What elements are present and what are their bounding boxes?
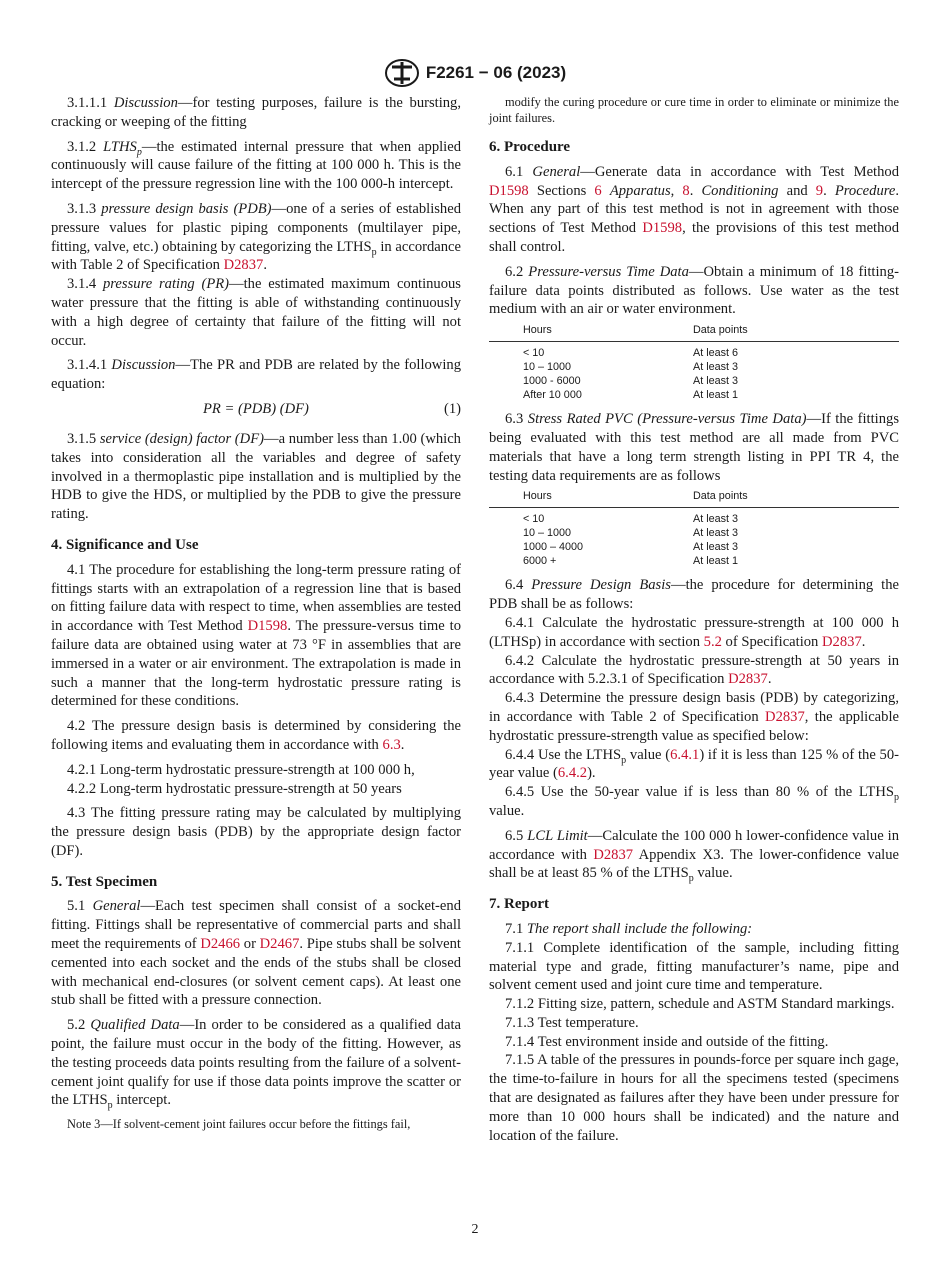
left-column [51,94,461,1138]
note-3: Note 3—If solvent-cement joint failures occur before the fittings fail, [67,1117,411,1132]
link-6-4-2[interactable]: 6.4.2 [557,765,588,782]
para-6-4-2: 6.4.2 Calculate the hydrostatic pressure-strength at 50 years in accordance with 5.2.3.1 of Specification D2837. [489,652,899,688]
para-5-2: 5.2 Qualified Data—In order to be considered as a qualified data point, the failure must occur in the body of the fitting. However, as the testing proceeds data points resulting from the failure of a solvent-cement joint qualify for use if those data points improve the scatter or the $LTHS_p$ intercept. [51,1017,461,1112]
link-d1598[interactable]: D1598 [489,182,529,199]
para-7-1-3: 7.1.3 Test temperature. [505,1014,639,1031]
equation-expression: PR = (PDB) (DF) [203,400,309,417]
table-row [489,508,899,527]
link-d2837[interactable]: D2837 [822,633,862,650]
link-d1598[interactable]: D1598 [247,618,288,635]
table-cell: At least 1 [693,555,739,568]
table-cell: < 10 [523,347,545,360]
table-cell: 10 – 1000 [523,527,572,540]
data-points-table-2 [489,487,899,568]
link-d1598[interactable]: D1598 [642,220,683,237]
right-column [489,94,899,1145]
table-cell: At least 3 [693,527,739,540]
table-row [489,342,899,361]
column-header: Data points [693,321,899,342]
note-3-continued: modify the curing procedure or cure time in order to eliminate or minimize the joint failures. [489,95,899,125]
table-row [489,374,899,388]
para-6-4-4: 6.4.4 Use the $LTHS_p$ value (6.4.1) if it is less than 125 % of the 50-year value (6.4.2). [489,746,900,782]
link-5-2[interactable]: 5.2 [703,633,722,650]
table-row [489,526,899,540]
para-7-1-5: 7.1.5 A table of the pressures in pounds-force per square inch gage, the time-to-failure in hours for all the specimens tested (specimens that are designated as failures after they have been under pressure for more than 10 000 hours shall be indicated) and the nature and location of the failure. [489,1052,899,1144]
page-header [0,58,950,88]
column-header: Hours [489,321,693,342]
table-cell: After 10 000 [523,389,582,402]
para-6-4-1: 6.4.1 Calculate the hydrostatic pressure-strength at 100 000 h (LTHSp) in accordance with section 5.2 of Specification D2837. [489,614,899,650]
para-4-1: 4.1 The procedure for establishing the long-term pressure rating of fittings starts with an extrapolation of a regression line that is based on fitting failure data with respect to time, when assemblies are tested in accordance with Test Method D1598. The pressure-versus time to failure data are obtained using water at 73 °F in assemblies that are immersed in a water or air environment. The extrapolation is made in such a manner that the long-term hydrostatic pressure rating is determined for these conditions. [51,561,461,710]
equation-1 [51,398,461,420]
table-cell: 6000 + [523,555,557,568]
link-d2837[interactable]: D2837 [765,708,805,725]
document-code: F2261 − 06 (2023) [425,63,567,82]
para-7-1-4: 7.1.4 Test environment inside and outside of the fitting. [505,1033,829,1050]
para-3-1-2: 3.1.2 $LTHS_p—the$ estimated internal pressure that when applied continuously will cause failure of the fitting at 100 000 h. This is the intercept of the pressure regression line with the 100 000-h intercept. [51,138,462,193]
table-row [489,388,899,402]
table-header-row [489,321,899,342]
para-3-1-3: 3.1.3 pressure design basis (PDB)—one of a series of established pressure values for plastic piping components (multilayer pipe, fitting, valve, etc.) obtaining by categorizing the $LTHS_p$ in accordance with Table 2 of Specification D2837. [51,200,461,274]
para-3-1-4-1: 3.1.4.1 Discussion—The PR and PDB are related by the following equation: [51,357,461,393]
link-section-9[interactable]: 9 [815,182,824,199]
para-3-1-1-1: 3.1.1.1 Discussion—for testing purposes, failure is the bursting, cracking or weeping of the fitting [51,95,462,130]
para-7-1: 7.1 The report shall include the following: [505,920,753,937]
table-header-row [489,487,899,508]
section-heading-7: 7. Report [489,896,549,913]
link-section-6[interactable]: 6 [594,182,602,199]
para-7-1-2: 7.1.2 Fitting size, pattern, schedule and ASTM Standard markings. [505,996,895,1013]
link-6-4-1[interactable]: 6.4.1 [670,746,700,763]
table-cell: 1000 - 6000 [523,375,581,388]
astm-logo-icon [384,58,420,88]
equation-number: (1) [443,400,461,417]
para-3-1-5: 3.1.5 service (design) factor (DF)—a number less than 1.00 (which takes into consideration all the variables and degree of safety involved in a thermoplastic pipe installation and is multiplied by the HDB to give the HDS, or multiplied by the PDB to give the pressure rating. [51,430,461,523]
para-4-3: 4.3 The fitting pressure rating may be calculated by multiplying the pressure design basis (PDB) by the appropriate design factor (DF). [51,805,461,859]
table-cell: 10 – 1000 [523,361,572,374]
table-cell: < 10 [523,513,545,526]
table-cell: 1000 – 4000 [523,541,584,554]
para-6-4-5: 6.4.5 Use the 50-year value if is less than 80 % of the $LTHS_p$ value. [489,784,899,819]
table-cell: At least 3 [693,513,739,526]
link-d2837[interactable]: D2837 [593,846,634,863]
para-4-2-2: 4.2.2 Long-term hydrostatic pressure-strength at 50 years [67,780,402,797]
para-6-5: 6.5 LCL Limit—Calculate the 100 000 h lower-confidence value in accordance with D2837 Appendix X3. The lower-confidence value shall be at least 85 % of the $LTHS_p$ value. [489,827,900,885]
para-6-4-3: 6.4.3 Determine the pressure design basis (PDB) by categorizing, in accordance with Table 2 of Specification D2837, the applicable hydrostatic pressure-strength value as specified below: [489,690,899,744]
column-header: Hours [489,487,693,508]
para-6-4: 6.4 Pressure Design Basis—the procedure for determining the PDB shall be as follows: [489,577,899,613]
table-row [489,540,899,554]
table-row [489,360,899,374]
para-3-1-4: 3.1.4 pressure rating (PR)—the estimated maximum continuous water pressure that the fitting is able of withstanding continuously with a high degree of certainty that failure of the fitting will not occur. [51,276,461,349]
link-section-8[interactable]: 8 [682,182,690,199]
link-6-3[interactable]: 6.3 [382,736,401,753]
section-heading-5: 5. Test Specimen [51,873,158,890]
table-cell: At least 3 [693,361,739,374]
link-d2837[interactable]: D2837 [223,257,264,274]
link-d2837[interactable]: D2837 [728,671,768,688]
para-4-2-1: 4.2.1 Long-term hydrostatic pressure-strength at 100 000 h, [67,761,415,778]
page-number: 2 [471,1222,479,1237]
link-d2467[interactable]: D2467 [259,936,300,953]
para-5-1: 5.1 General—Each test specimen shall consist of a socket-end fitting. Fittings shall be representative of commercial parts and shall meet the requirements of D2466 or D2467. Pipe stubs shall be solvent cemented into each socket and the ends of the stubs shall be closed with mechanical end-closures (or solvent cement caps). At least one stub shall be fitted with a pressure connection. [51,898,461,1009]
section-heading-6: 6. Procedure [489,139,571,155]
para-6-3: 6.3 Stress Rated PVC (Pressure-versus Time Data)—If the fittings being evaluated with this test method are all made from PVC materials that have a long term strength listing in PPI TR 4, the testing data requirements are as follows [489,411,899,484]
para-4-2: 4.2 The pressure design basis is determined by considering the following items and evaluating them in accordance with 6.3. [51,718,461,753]
table-cell: At least 6 [693,347,739,360]
para-7-1-1: 7.1.1 Complete identification of the sample, including fitting material type and grade, fitting manufacturer’s name, pipe and solvent cement used and joint cure time and temperature. [489,939,899,994]
link-d2466[interactable]: D2466 [200,936,241,953]
data-points-table-1 [489,321,899,402]
table-cell: At least 3 [693,375,739,388]
para-6-2: 6.2 Pressure-versus Time Data—Obtain a minimum of 18 fitting-failure data points distributed as follows. Use water as the test medium with an air or water environment. [489,263,899,318]
para-6-1: 6.1 General—Generate data in accordance with Test Method D1598 Sections 6 Apparatus, 8. Conditioning and 9. Procedure. When any part of this test method is not in agreement with those sections of Test Method D1598, the provisions of this test method shall control. [489,163,900,255]
table-row [489,554,899,568]
column-header: Data points [693,487,899,508]
section-heading-4: 4. Significance and Use [51,536,199,553]
table-cell: At least 3 [693,541,739,554]
table-cell: At least 1 [693,389,739,402]
